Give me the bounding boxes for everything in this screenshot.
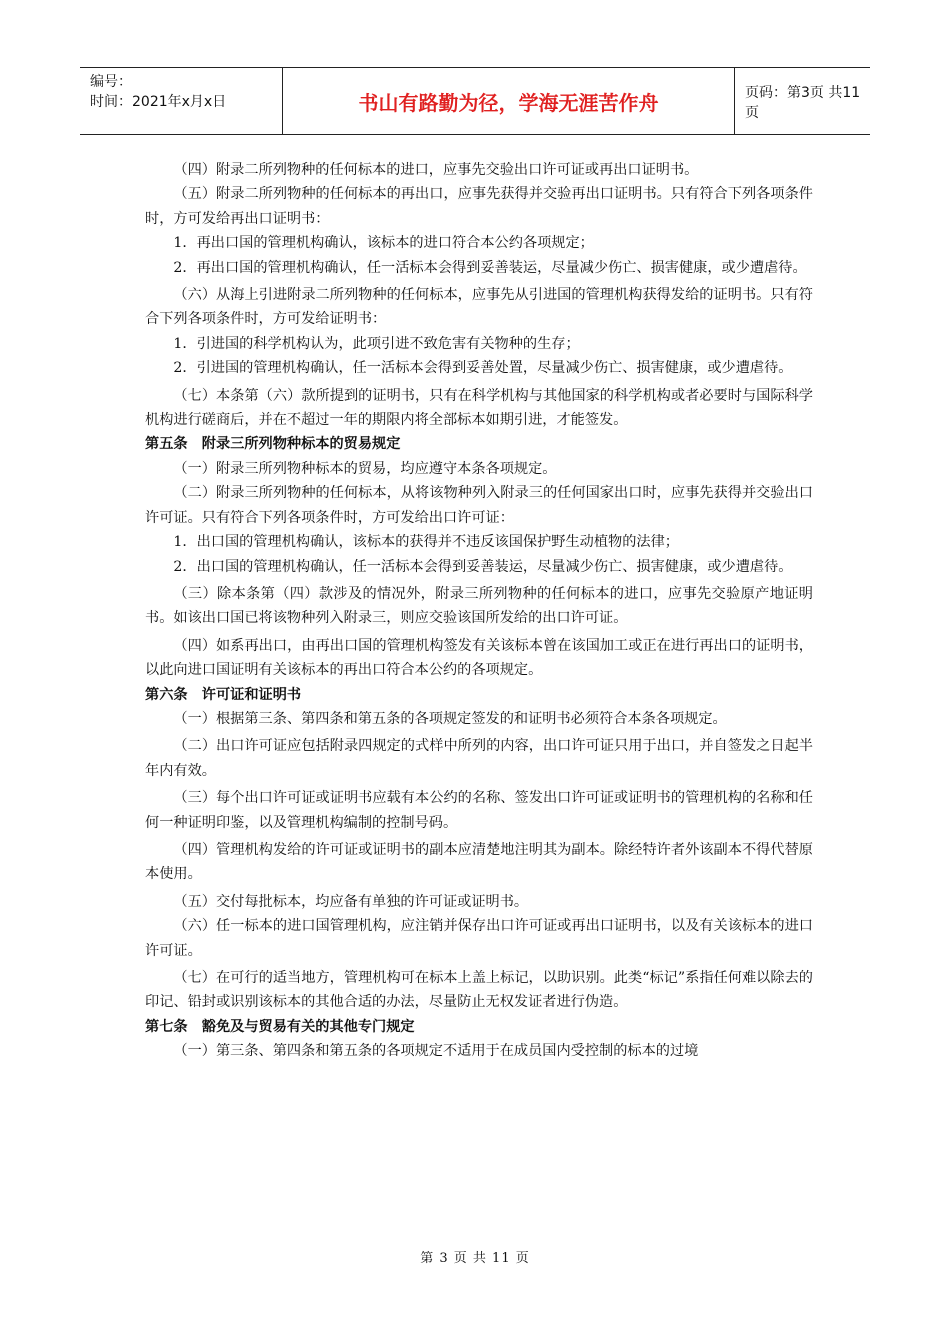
document-body [145,158,813,1064]
page-info: 页码：第3页 共11页 [745,84,861,121]
paragraph: （五）附录二所列物种的任何标本的再出口，应事先获得并交验再出口证明书。只有符合下列各项条件时，方可发给再出口证明书： [145,186,813,227]
paragraph: （一）根据第三条、第四条和第五条的各项规定签发的和证明书必须符合本条各项规定。 [173,710,727,727]
list-item: 1．引进国的科学机构认为，此项引进不致危害有关物种的生存； [173,335,580,352]
paragraph: （三）每个出口许可证或证明书应载有本公约的名称、签发出口许可证或证明书的管理机构的名称和任何一种证明印鉴，以及管理机构编制的控制号码。 [145,790,813,831]
list-item: 2．引进国的管理机构确认，任一活标本会得到妥善处置，尽量减少伤亡、损害健康，或少遭虐待。 [173,360,793,377]
paragraph: （六）任一标本的进口国管理机构，应注销并保存出口许可证或再出口证明书，以及有关该标本的进口许可证。 [145,918,813,959]
date-label: 时间：2021年x月x日 [90,94,227,110]
section-heading: 第六条 许可证和证明书 [145,686,302,703]
list-item: 2．再出口国的管理机构确认，任一活标本会得到妥善装运，尽量减少伤亡、损害健康，或少遭虐待。 [173,259,807,276]
number-label: 编号： [90,74,132,90]
document-header [80,67,870,135]
paragraph: （二）附录三所列物种的任何标本，从将该物种列入附录三的任何国家出口时，应事先获得并交验出口许可证。只有符合下列各项条件时，方可发给出口许可证： [145,485,813,526]
paragraph: （四）附录二所列物种的任何标本的进口，应事先交验出口许可证或再出口证明书。 [173,162,699,178]
page-footer: 第 3 页 共 11 页 [420,1251,530,1266]
list-item: 2．出口国的管理机构确认，任一活标本会得到妥善装运，尽量减少伤亡、损害健康，或少遭虐待。 [173,558,793,575]
section-heading: 第五条 附录三所列物种标本的贸易规定 [145,436,401,453]
paragraph: （二）出口许可证应包括附录四规定的式样中所列的内容，出口许可证只用于出口，并自签发之日起半年内有效。 [145,738,813,779]
motto: 书山有路勤为径，学海无涯苦作舟 [283,68,735,135]
paragraph: （六）从海上引进附录二所列物种的任何标本，应事先从引进国的管理机构获得发给的证明书。只有符合下列各项条件时，方可发给证明书： [145,287,813,328]
paragraph: （七）在可行的适当地方，管理机构可在标本上盖上标记，以助识别。此类“标记”系指任何难以除去的印记、铅封或识别该标本的其他合适的办法，尽量防止无权发证者进行伪造。 [145,970,813,1011]
paragraph: （四）管理机构发给的许可证或证明书的副本应清楚地注明其为副本。除经特许者外该副本不得代替原本使用。 [145,841,813,883]
paragraph: （五）交付每批标本，均应备有单独的许可证或证明书。 [173,893,529,910]
list-item: 1．再出口国的管理机构确认，该标本的进口符合本公约各项规定； [173,235,594,252]
paragraph: （四）如系再出口，由再出口国的管理机构签发有关该标本曾在该国加工或正在进行再出口的证明书，以此向进口国证明有关该标本的再出口符合本公约的各项规定。 [145,637,813,679]
section-heading: 第七条 豁免及与贸易有关的其他专门规定 [145,1018,415,1035]
list-item: 1．出口国的管理机构确认，该标本的获得并不违反该国保护野生动植物的法律； [173,534,679,551]
header-info-cell [80,68,283,135]
paragraph: （三）除本条第（四）款涉及的情况外，附录三所列物种的任何标本的进口，应事先交验原产地证明书。如该出口国已将该物种列入附录三，则应交验该国所发给的出口许可证。 [145,585,813,627]
paragraph: （一）第三条、第四条和第五条的各项规定不适用于在成员国内受控制的标本的过境 [173,1043,699,1060]
paragraph: （一）附录三所列物种标本的贸易，均应遵守本条各项规定。 [173,460,557,477]
paragraph: （七）本条第（六）款所提到的证明书，只有在科学机构与其他国家的科学机构或者必要时与国际科学机构进行磋商后，并在不超过一年的期限内将全部标本如期引进，才能签发。 [145,387,813,429]
